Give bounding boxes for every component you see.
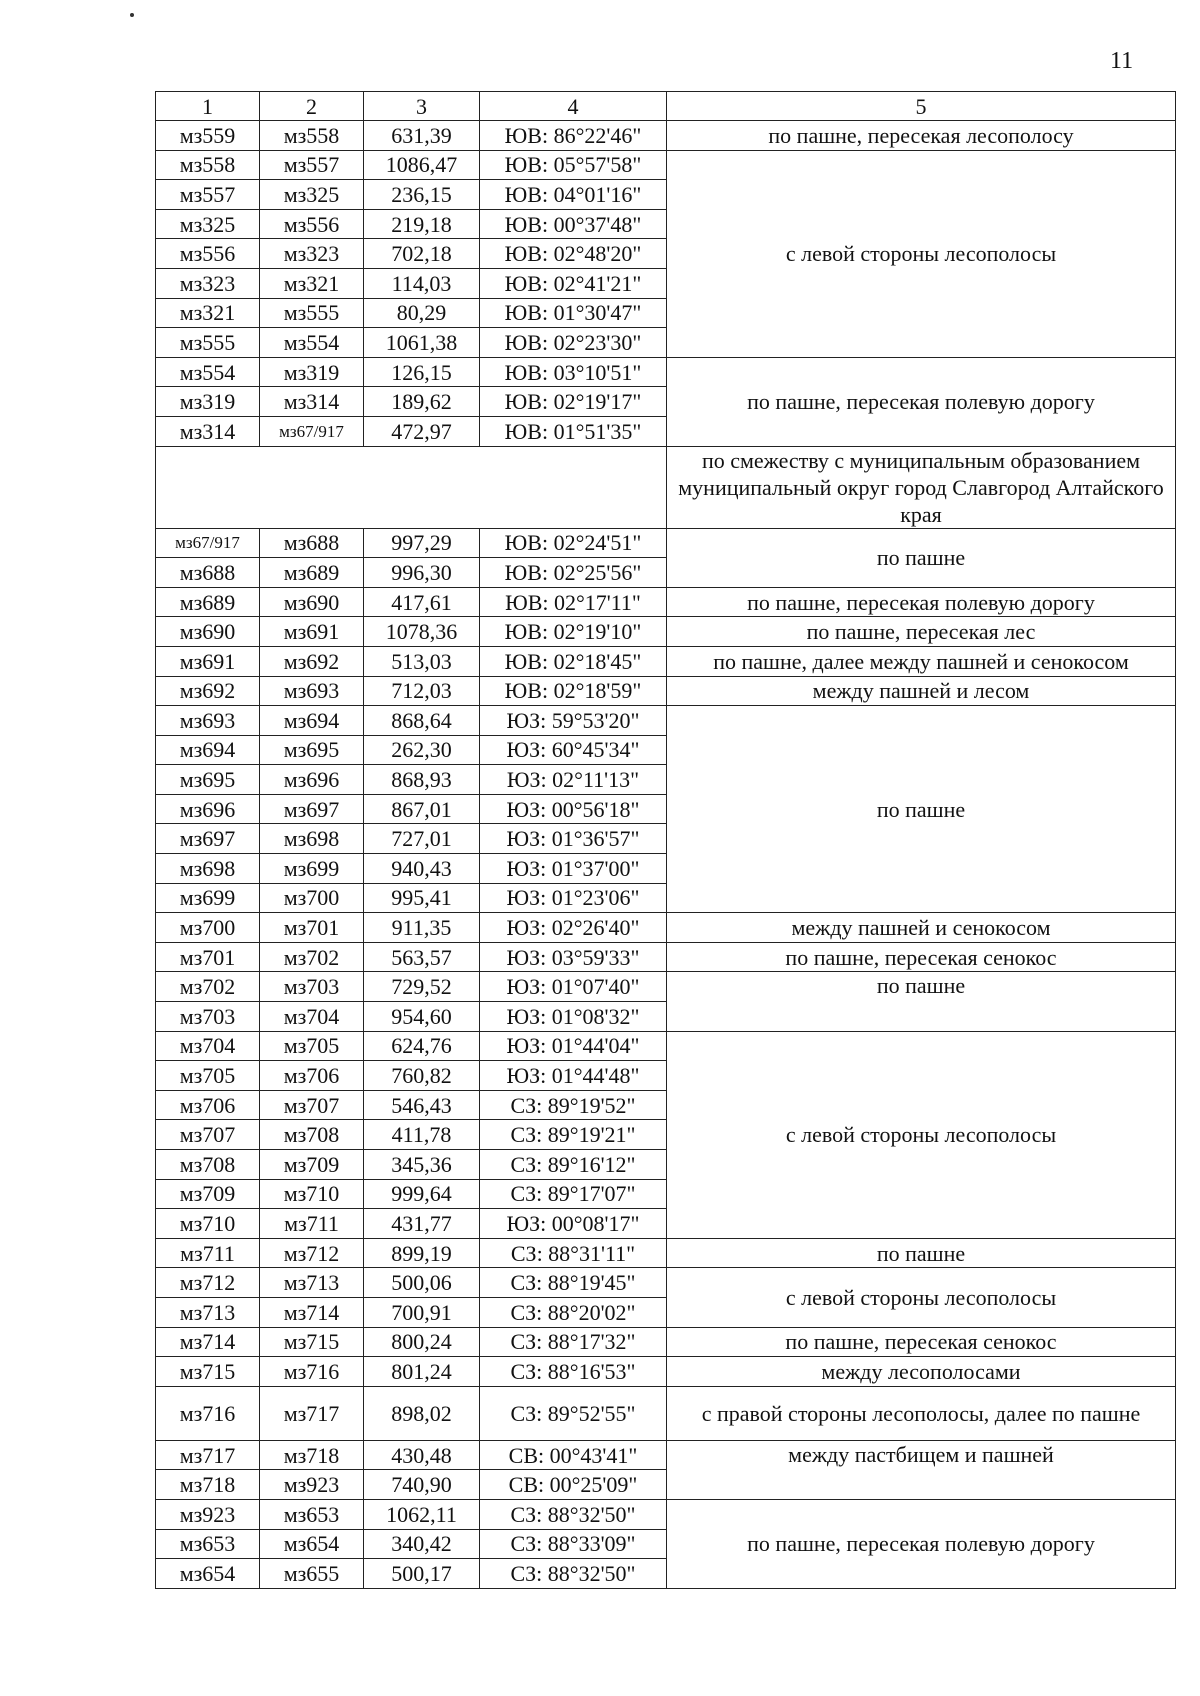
table-row	[156, 1327, 1176, 1357]
length-cell: 1062,11	[364, 1499, 480, 1529]
description-cell: по пашне, пересекая лес	[667, 617, 1176, 647]
length-cell: 867,01	[364, 794, 480, 824]
length-cell: 340,42	[364, 1529, 480, 1559]
to-point-cell: мз710	[260, 1179, 364, 1209]
from-point-cell: мз706	[156, 1090, 260, 1120]
from-point-cell: мз712	[156, 1268, 260, 1298]
length-cell: 740,90	[364, 1470, 480, 1500]
to-point-cell: мз705	[260, 1031, 364, 1061]
bearing-cell: СЗ: 88°19'45"	[480, 1268, 667, 1298]
from-point-cell: мз323	[156, 268, 260, 298]
bearing-cell: ЮВ: 02°18'45"	[480, 646, 667, 676]
from-point-cell: мз709	[156, 1179, 260, 1209]
description-cell: между пашней и сенокосом	[667, 913, 1176, 943]
bearing-cell: СЗ: 88°31'11"	[480, 1238, 667, 1268]
from-point-cell: мз688	[156, 558, 260, 588]
table-row	[156, 528, 1176, 558]
length-cell: 563,57	[364, 942, 480, 972]
to-point-cell: мз695	[260, 735, 364, 765]
to-point-cell: мз703	[260, 972, 364, 1002]
length-cell: 954,60	[364, 1002, 480, 1032]
column-header: 3	[364, 92, 480, 121]
description-cell: с левой стороны лесополосы	[667, 150, 1176, 357]
boundary-table	[155, 91, 1176, 1589]
from-point-cell: мз717	[156, 1440, 260, 1470]
description-cell: по пашне	[667, 972, 1176, 1031]
to-point-cell: мз557	[260, 150, 364, 180]
bearing-cell: ЮВ: 05°57'58"	[480, 150, 667, 180]
to-point-cell: мз712	[260, 1238, 364, 1268]
table-row	[156, 357, 1176, 387]
from-point-cell: мз714	[156, 1327, 260, 1357]
table-row	[156, 676, 1176, 706]
to-point-cell: мз701	[260, 913, 364, 943]
column-header: 4	[480, 92, 667, 121]
from-point-cell: мз705	[156, 1061, 260, 1091]
from-point-cell: мз716	[156, 1386, 260, 1440]
bearing-cell: ЮЗ: 01°36'57"	[480, 824, 667, 854]
length-cell: 236,15	[364, 180, 480, 210]
to-point-cell: мз655	[260, 1559, 364, 1589]
to-point-cell: мз690	[260, 587, 364, 617]
description-cell: по пашне, пересекая сенокос	[667, 942, 1176, 972]
bearing-cell: СЗ: 88°32'50"	[480, 1499, 667, 1529]
table-row	[156, 1499, 1176, 1529]
bearing-cell: СВ: 00°25'09"	[480, 1470, 667, 1500]
to-point-cell: мз697	[260, 794, 364, 824]
bearing-cell: СЗ: 88°17'32"	[480, 1327, 667, 1357]
to-point-cell: мз653	[260, 1499, 364, 1529]
bearing-cell: ЮЗ: 01°23'06"	[480, 883, 667, 913]
bearing-cell: ЮЗ: 01°44'04"	[480, 1031, 667, 1061]
length-cell: 417,61	[364, 587, 480, 617]
bearing-cell: ЮВ: 02°24'51"	[480, 528, 667, 558]
to-point-cell: мз555	[260, 298, 364, 328]
to-point-cell: мз698	[260, 824, 364, 854]
length-cell: 546,43	[364, 1090, 480, 1120]
bearing-cell: ЮВ: 01°30'47"	[480, 298, 667, 328]
length-cell: 431,77	[364, 1209, 480, 1239]
from-point-cell: мз555	[156, 328, 260, 358]
length-cell: 940,43	[364, 854, 480, 884]
length-cell: 712,03	[364, 676, 480, 706]
description-cell: с левой стороны лесополосы	[667, 1268, 1176, 1327]
length-cell: 411,78	[364, 1120, 480, 1150]
to-point-cell: мз707	[260, 1090, 364, 1120]
bearing-cell: СВ: 00°43'41"	[480, 1440, 667, 1470]
description-cell: с левой стороны лесополосы	[667, 1031, 1176, 1238]
bearing-cell: СЗ: 88°20'02"	[480, 1297, 667, 1327]
to-point-cell: мз689	[260, 558, 364, 588]
to-point-cell: мз717	[260, 1386, 364, 1440]
length-cell: 899,19	[364, 1238, 480, 1268]
length-cell: 800,24	[364, 1327, 480, 1357]
column-header: 2	[260, 92, 364, 121]
from-point-cell: мз319	[156, 387, 260, 417]
length-cell: 219,18	[364, 209, 480, 239]
length-cell: 345,36	[364, 1150, 480, 1180]
from-point-cell: мз321	[156, 298, 260, 328]
column-header: 1	[156, 92, 260, 121]
from-point-cell: мз557	[156, 180, 260, 210]
length-cell: 700,91	[364, 1297, 480, 1327]
from-point-cell: мз923	[156, 1499, 260, 1529]
bearing-cell: ЮВ: 02°25'56"	[480, 558, 667, 588]
to-point-cell: мз688	[260, 528, 364, 558]
table-row	[156, 121, 1176, 151]
length-cell: 500,06	[364, 1268, 480, 1298]
description-cell: между пашней и лесом	[667, 676, 1176, 706]
bearing-cell: ЮЗ: 02°26'40"	[480, 913, 667, 943]
from-point-cell: мз693	[156, 706, 260, 736]
to-point-cell: мз699	[260, 854, 364, 884]
bearing-cell: ЮВ: 02°19'10"	[480, 617, 667, 647]
description-cell: с правой стороны лесополосы, далее по пашне	[667, 1386, 1176, 1440]
bearing-cell: СЗ: 88°33'09"	[480, 1529, 667, 1559]
to-point-cell: мз693	[260, 676, 364, 706]
to-point-cell: мз718	[260, 1440, 364, 1470]
from-point-cell: мз325	[156, 209, 260, 239]
column-header: 5	[667, 92, 1176, 121]
to-point-cell: мз694	[260, 706, 364, 736]
from-point-cell: мз554	[156, 357, 260, 387]
bearing-cell: ЮЗ: 02°11'13"	[480, 765, 667, 795]
table-row	[156, 1268, 1176, 1298]
description-cell: по пашне, пересекая полевую дорогу	[667, 587, 1176, 617]
table-row	[156, 913, 1176, 943]
length-cell: 1061,38	[364, 328, 480, 358]
bearing-cell: ЮВ: 02°23'30"	[480, 328, 667, 358]
table-row	[156, 1440, 1176, 1470]
to-point-cell: мз321	[260, 268, 364, 298]
table-row	[156, 150, 1176, 180]
bearing-cell: ЮВ: 02°41'21"	[480, 268, 667, 298]
description-cell: по пашне, пересекая лесополосу	[667, 121, 1176, 151]
to-point-cell: мз706	[260, 1061, 364, 1091]
bearing-cell: ЮВ: 02°18'59"	[480, 676, 667, 706]
length-cell: 727,01	[364, 824, 480, 854]
length-cell: 702,18	[364, 239, 480, 269]
from-point-cell: мз718	[156, 1470, 260, 1500]
to-point-cell: мз696	[260, 765, 364, 795]
length-cell: 80,29	[364, 298, 480, 328]
from-point-cell: мз556	[156, 239, 260, 269]
from-point-cell: мз713	[156, 1297, 260, 1327]
length-cell: 801,24	[364, 1357, 480, 1387]
bearing-cell: ЮЗ: 03°59'33"	[480, 942, 667, 972]
length-cell: 262,30	[364, 735, 480, 765]
length-cell: 999,64	[364, 1179, 480, 1209]
length-cell: 760,82	[364, 1061, 480, 1091]
length-cell: 729,52	[364, 972, 480, 1002]
bearing-cell: ЮЗ: 01°44'48"	[480, 1061, 667, 1091]
from-point-cell: мз703	[156, 1002, 260, 1032]
from-point-cell: мз707	[156, 1120, 260, 1150]
bearing-cell: ЮВ: 02°19'17"	[480, 387, 667, 417]
bearing-cell: ЮЗ: 01°07'40"	[480, 972, 667, 1002]
description-cell: по пашне	[667, 1238, 1176, 1268]
table-row	[156, 646, 1176, 676]
to-point-cell: мз323	[260, 239, 364, 269]
length-cell: 624,76	[364, 1031, 480, 1061]
bearing-cell: ЮЗ: 59°53'20"	[480, 706, 667, 736]
from-point-cell: мз710	[156, 1209, 260, 1239]
to-point-cell: мз67/917	[260, 416, 364, 446]
bearing-cell: ЮВ: 01°51'35"	[480, 416, 667, 446]
from-point-cell: мз715	[156, 1357, 260, 1387]
to-point-cell: мз923	[260, 1470, 364, 1500]
from-point-cell: мз653	[156, 1529, 260, 1559]
from-point-cell: мз699	[156, 883, 260, 913]
length-cell: 868,93	[364, 765, 480, 795]
length-cell: 995,41	[364, 883, 480, 913]
from-point-cell: мз690	[156, 617, 260, 647]
from-point-cell: мз711	[156, 1238, 260, 1268]
header-row	[156, 92, 1176, 121]
to-point-cell: мз716	[260, 1357, 364, 1387]
length-cell: 430,48	[364, 1440, 480, 1470]
table-row	[156, 587, 1176, 617]
bearing-cell: СЗ: 89°16'12"	[480, 1150, 667, 1180]
page-number: 11	[1110, 48, 1134, 74]
length-cell: 513,03	[364, 646, 480, 676]
bearing-cell: ЮВ: 86°22'46"	[480, 121, 667, 151]
from-point-cell: мз698	[156, 854, 260, 884]
to-point-cell: мз325	[260, 180, 364, 210]
empty-merged-cell	[156, 446, 667, 528]
from-point-cell: мз558	[156, 150, 260, 180]
length-cell: 631,39	[364, 121, 480, 151]
description-cell: по пашне, пересекая полевую дорогу	[667, 1499, 1176, 1588]
length-cell: 911,35	[364, 913, 480, 943]
bearing-cell: ЮЗ: 00°56'18"	[480, 794, 667, 824]
bearing-cell: ЮВ: 04°01'16"	[480, 180, 667, 210]
from-point-cell: мз692	[156, 676, 260, 706]
table-row	[156, 972, 1176, 1002]
from-point-cell: мз704	[156, 1031, 260, 1061]
description-cell: между лесополосами	[667, 1357, 1176, 1387]
from-point-cell: мз691	[156, 646, 260, 676]
from-point-cell: мз708	[156, 1150, 260, 1180]
to-point-cell: мз711	[260, 1209, 364, 1239]
length-cell: 472,97	[364, 416, 480, 446]
from-point-cell: мз696	[156, 794, 260, 824]
bearing-cell: СЗ: 88°32'50"	[480, 1559, 667, 1589]
from-point-cell: мз702	[156, 972, 260, 1002]
description-cell: по пашне, далее между пашней и сенокосом	[667, 646, 1176, 676]
bearing-cell: СЗ: 89°17'07"	[480, 1179, 667, 1209]
from-point-cell: мз314	[156, 416, 260, 446]
length-cell: 868,64	[364, 706, 480, 736]
to-point-cell: мз654	[260, 1529, 364, 1559]
to-point-cell: мз715	[260, 1327, 364, 1357]
from-point-cell: мз694	[156, 735, 260, 765]
to-point-cell: мз702	[260, 942, 364, 972]
bearing-cell: ЮЗ: 01°37'00"	[480, 854, 667, 884]
table-row	[156, 1031, 1176, 1061]
description-cell: по пашне	[667, 706, 1176, 913]
table-row	[156, 942, 1176, 972]
bearing-cell: ЮЗ: 00°08'17"	[480, 1209, 667, 1239]
to-point-cell: мз314	[260, 387, 364, 417]
length-cell: 189,62	[364, 387, 480, 417]
to-point-cell: мз714	[260, 1297, 364, 1327]
description-cell: по пашне, пересекая сенокос	[667, 1327, 1176, 1357]
bearing-cell: ЮВ: 03°10'51"	[480, 357, 667, 387]
bearing-cell: СЗ: 89°19'21"	[480, 1120, 667, 1150]
from-point-cell: мз700	[156, 913, 260, 943]
length-cell: 1086,47	[364, 150, 480, 180]
from-point-cell: мз654	[156, 1559, 260, 1589]
to-point-cell: мз319	[260, 357, 364, 387]
from-point-cell: мз67/917	[156, 528, 260, 558]
to-point-cell: мз708	[260, 1120, 364, 1150]
table-row	[156, 1386, 1176, 1440]
length-cell: 1078,36	[364, 617, 480, 647]
to-point-cell: мз554	[260, 328, 364, 358]
table-row	[156, 446, 1176, 528]
to-point-cell: мз700	[260, 883, 364, 913]
table-row	[156, 1238, 1176, 1268]
bearing-cell: ЮВ: 00°37'48"	[480, 209, 667, 239]
table-row	[156, 706, 1176, 736]
length-cell: 500,17	[364, 1559, 480, 1589]
from-point-cell: мз689	[156, 587, 260, 617]
bearing-cell: ЮЗ: 01°08'32"	[480, 1002, 667, 1032]
table-row	[156, 617, 1176, 647]
from-point-cell: мз701	[156, 942, 260, 972]
bearing-cell: СЗ: 89°19'52"	[480, 1090, 667, 1120]
to-point-cell: мз556	[260, 209, 364, 239]
from-point-cell: мз697	[156, 824, 260, 854]
to-point-cell: мз691	[260, 617, 364, 647]
bearing-cell: ЮЗ: 60°45'34"	[480, 735, 667, 765]
from-point-cell: мз559	[156, 121, 260, 151]
bearing-cell: ЮВ: 02°17'11"	[480, 587, 667, 617]
bearing-cell: СЗ: 88°16'53"	[480, 1357, 667, 1387]
table-row	[156, 1357, 1176, 1387]
to-point-cell: мз704	[260, 1002, 364, 1032]
bearing-cell: ЮВ: 02°48'20"	[480, 239, 667, 269]
to-point-cell: мз558	[260, 121, 364, 151]
length-cell: 997,29	[364, 528, 480, 558]
description-cell: между пастбищем и пашней	[667, 1440, 1176, 1499]
description-cell: по пашне, пересекая полевую дорогу	[667, 357, 1176, 446]
to-point-cell: мз709	[260, 1150, 364, 1180]
to-point-cell: мз713	[260, 1268, 364, 1298]
from-point-cell: мз695	[156, 765, 260, 795]
length-cell: 898,02	[364, 1386, 480, 1440]
length-cell: 996,30	[364, 558, 480, 588]
length-cell: 114,03	[364, 268, 480, 298]
length-cell: 126,15	[364, 357, 480, 387]
description-cell: по пашне	[667, 528, 1176, 587]
scan-speck	[130, 13, 134, 17]
bearing-cell: СЗ: 89°52'55"	[480, 1386, 667, 1440]
description-cell: по смежеству с муниципальным образованием муниципальный округ город Славгород Алтайского края	[667, 446, 1176, 528]
to-point-cell: мз692	[260, 646, 364, 676]
